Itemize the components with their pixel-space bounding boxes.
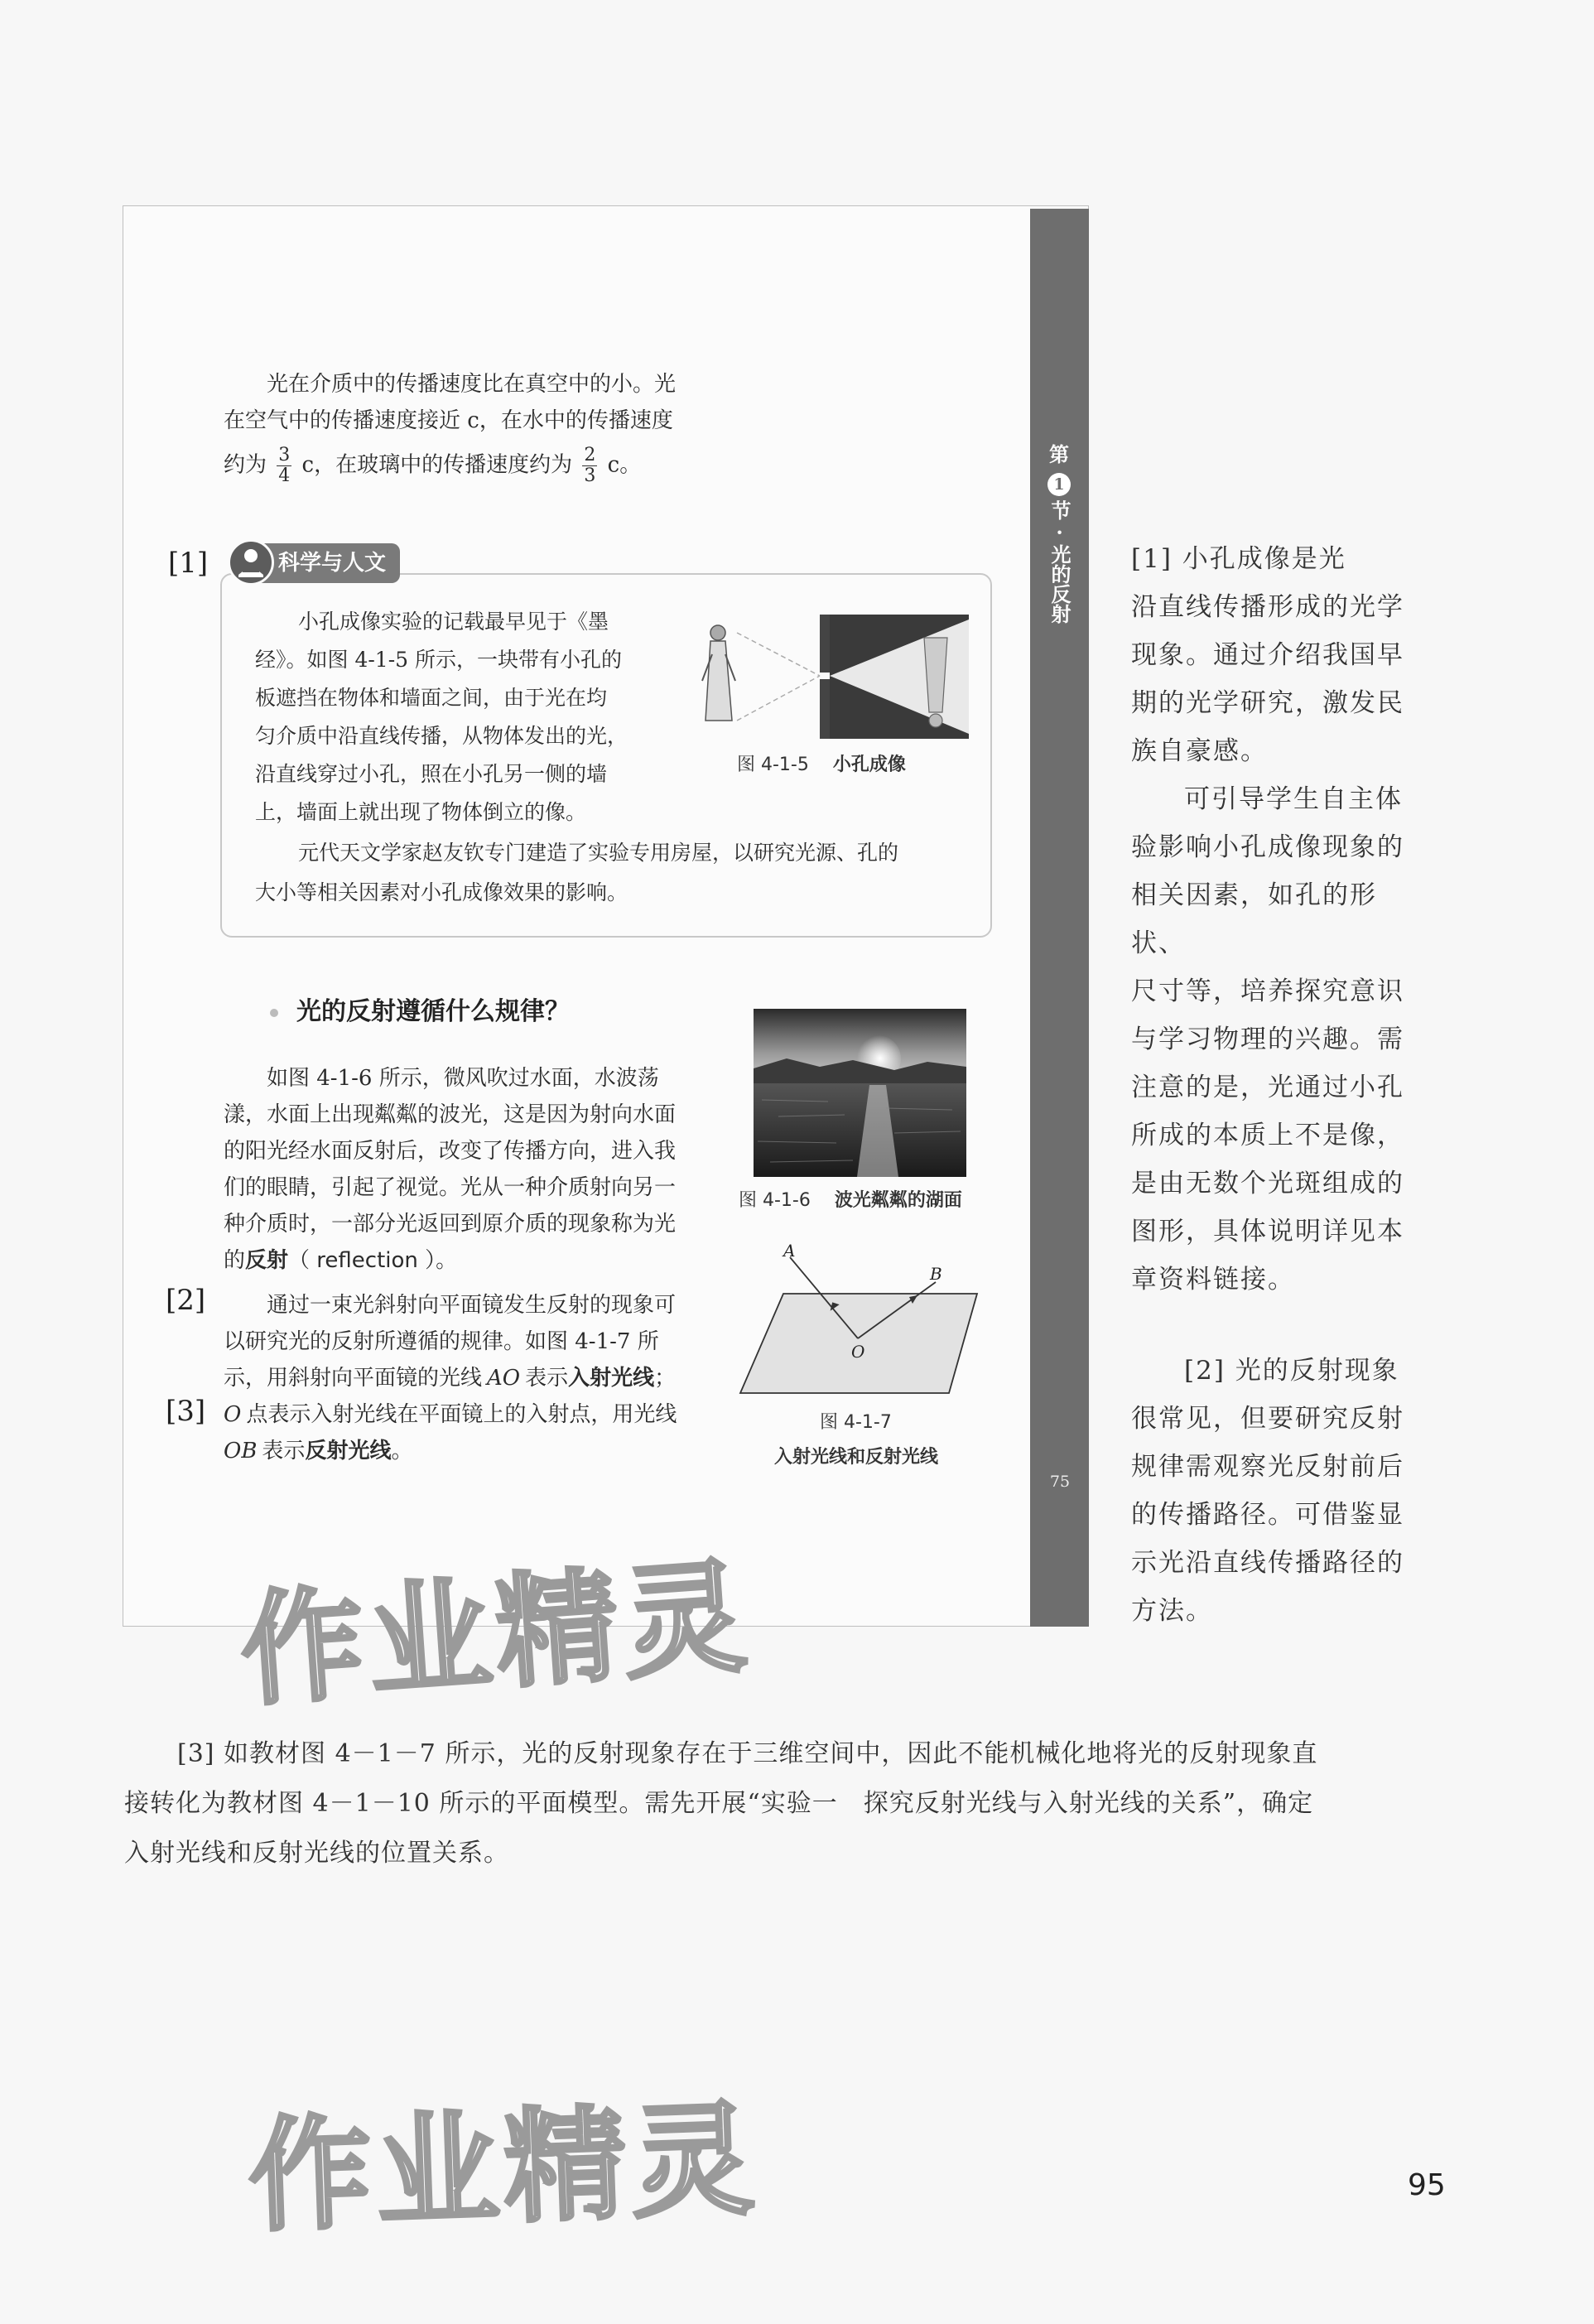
point-b-label: B bbox=[930, 1264, 942, 1284]
badge-label: 科学与人文 bbox=[278, 551, 387, 576]
lake-photo bbox=[754, 1009, 966, 1177]
science-line: 板遮挡在物体和墙面之间，由于光在均 bbox=[255, 686, 608, 710]
science-line: 元代天文学家赵友钦专门建造了实验专用房屋，以研究光源、孔的 bbox=[298, 841, 899, 865]
note-line: 接转化为教材图 4－1－10 所示的平面模型。需先开展“实验一 探究反射光线与入射光线的关系”，确定 bbox=[124, 1789, 1314, 1818]
fraction-three-quarters: $\frac{3}{4}$ bbox=[278, 445, 291, 486]
note-line: [3] 如教材图 4－1－7 所示，光的反射现象存在于三维空间中，因此不能机械化地将光的反射现象直 bbox=[177, 1739, 1318, 1768]
note-line: 章资料链接。 bbox=[1131, 1265, 1295, 1295]
reflection-paragraph-1 bbox=[224, 1060, 704, 1279]
watermark-logo: 作业精灵 bbox=[246, 2088, 762, 2249]
reflection-paragraph-2 bbox=[224, 1287, 712, 1469]
science-line: 经》。如图 4-1-5 所示，一块带有小孔的 bbox=[255, 648, 623, 672]
note-line: 相关因素，如孔的形状、 bbox=[1131, 880, 1377, 958]
science-line: 小孔成像实验的记载最早见于《墨 bbox=[298, 610, 609, 634]
intro-paragraph bbox=[224, 366, 720, 486]
reflection-line: OB 表示反射光线。 bbox=[224, 1439, 413, 1463]
intro-line: 在空气中的传播速度接近 c，在水中的传播速度 bbox=[224, 408, 673, 433]
note-line: 现象。通过介绍我国早 bbox=[1131, 640, 1404, 670]
note-line: [1] 小孔成像是光 bbox=[1131, 544, 1346, 574]
note-line: 注意的是，光通过小孔 bbox=[1131, 1073, 1404, 1102]
reflection-line: 以研究光的反射所遵循的规律。如图 4-1-7 所 bbox=[224, 1329, 659, 1354]
note-line: 族自豪感。 bbox=[1131, 736, 1268, 766]
science-line: 大小等相关因素对小孔成像效果的影响。 bbox=[255, 880, 628, 904]
fraction-two-thirds: $\frac{2}{3}$ bbox=[584, 445, 596, 486]
note-line: 图形，具体说明详见本 bbox=[1131, 1217, 1404, 1246]
marker-2: [2] bbox=[166, 1284, 206, 1317]
note-line: 入射光线和反射光线的位置关系。 bbox=[124, 1839, 509, 1868]
science-line: 沿直线穿过小孔，照在小孔另一侧的墙 bbox=[255, 762, 608, 786]
bullet-icon bbox=[270, 1009, 278, 1017]
reflection-line: O 点表示入射光线在平面镜上的入射点，用光线 bbox=[224, 1402, 677, 1427]
pinhole-figure bbox=[696, 615, 969, 739]
intro-line-with-fractions: 约为 $\frac{3}{4}$ c，在玻璃中的传播速度约为 $\frac{2}{3}$ c。 bbox=[224, 445, 642, 486]
note-3 bbox=[124, 1729, 1449, 1878]
point-a-label: A bbox=[783, 1241, 796, 1261]
note-line: 规律需观察光反射前后 bbox=[1131, 1452, 1404, 1482]
reflection-definition-line: 的反射（ reflection ）。 bbox=[224, 1248, 458, 1273]
note-2 bbox=[1131, 1347, 1429, 1635]
reflection-line: 漾，水面上出现粼粼的波光，这是因为射向水面 bbox=[224, 1102, 677, 1127]
fig-4-1-7-title: 入射光线和反射光线 bbox=[774, 1447, 939, 1468]
science-paragraph-2 bbox=[255, 833, 967, 913]
note-line: [2] 光的反射现象 bbox=[1184, 1356, 1399, 1386]
intro-line: 光在介质中的传播速度比在真空中的小。光 bbox=[267, 372, 677, 397]
reflection-line: 种介质时，一部分光返回到原介质的现象称为光 bbox=[224, 1212, 677, 1237]
term-reflected-ray: 反射光线 bbox=[305, 1439, 392, 1463]
marker-1: [1] bbox=[168, 547, 209, 580]
fig-4-1-7-label: 图 4-1-7 bbox=[820, 1412, 892, 1433]
inner-page-number: 75 bbox=[1049, 1473, 1071, 1491]
note-line: 尺寸等，培养探究意识 bbox=[1131, 976, 1404, 1006]
marker-3: [3] bbox=[166, 1395, 206, 1428]
sidebar-title-text: 节·光的反射 bbox=[1047, 500, 1071, 624]
reflection-line: 示，用斜射向平面镜的光线 AO 表示入射光线； bbox=[224, 1366, 677, 1391]
term-incident-ray: 入射光线 bbox=[568, 1366, 655, 1391]
watermark-logo: 作业精灵 bbox=[236, 1545, 756, 1724]
science-line: 上，墙面上就出现了物体倒立的像。 bbox=[255, 800, 587, 824]
note-line: 验影响小孔成像现象的 bbox=[1131, 832, 1404, 862]
reflection-line: 通过一束光斜射向平面镜发生反射的现象可 bbox=[267, 1293, 677, 1318]
section-heading: 光的反射遵循什么规律？ bbox=[270, 991, 570, 1027]
note-line: 示光沿直线传播路径的 bbox=[1131, 1548, 1404, 1578]
note-line: 方法。 bbox=[1131, 1596, 1213, 1626]
note-line: 很常见，但要研究反射 bbox=[1131, 1404, 1404, 1434]
page-number: 95 bbox=[1408, 2168, 1446, 2202]
chapter-sidebar bbox=[1030, 209, 1089, 1627]
science-paragraph-1 bbox=[255, 603, 686, 832]
note-line: 可引导学生自主体 bbox=[1184, 784, 1403, 814]
section-number-badge: 1 bbox=[1047, 473, 1071, 496]
fig-4-1-6-caption: 图 4-1-6 波光粼粼的湖面 bbox=[739, 1190, 962, 1211]
term-reflection: 反射 bbox=[245, 1248, 289, 1273]
note-line: 的传播路径。可借鉴显 bbox=[1131, 1500, 1404, 1530]
sidebar-section-title bbox=[1043, 441, 1076, 624]
note-line: 期的光学研究，激发民 bbox=[1131, 688, 1404, 718]
point-o-label: O bbox=[851, 1342, 865, 1362]
sidebar-title-prefix: 第 bbox=[1049, 442, 1069, 466]
reflection-line: 们的眼睛，引起了视觉。光从一种介质射向另一 bbox=[224, 1175, 677, 1200]
reflection-line: 如图 4-1-6 所示，微风吹过水面，水波荡 bbox=[267, 1066, 659, 1091]
fig-4-1-5-caption: 图 4-1-5 小孔成像 bbox=[737, 755, 906, 775]
reader-icon bbox=[228, 539, 274, 586]
note-1 bbox=[1131, 535, 1429, 1304]
reflection-line: 的阳光经水面反射后，改变了传播方向，进入我 bbox=[224, 1139, 677, 1164]
note-line: 是由无数个光斑组成的 bbox=[1131, 1169, 1404, 1198]
note-line: 与学习物理的兴趣。需 bbox=[1131, 1025, 1404, 1054]
note-line: 沿直线传播形成的光学 bbox=[1131, 592, 1404, 622]
mirror-diagram bbox=[735, 1242, 984, 1400]
science-line: 匀介质中沿直线传播，从物体发出的光， bbox=[255, 724, 628, 748]
note-line: 所成的本质上不是像， bbox=[1131, 1121, 1404, 1150]
